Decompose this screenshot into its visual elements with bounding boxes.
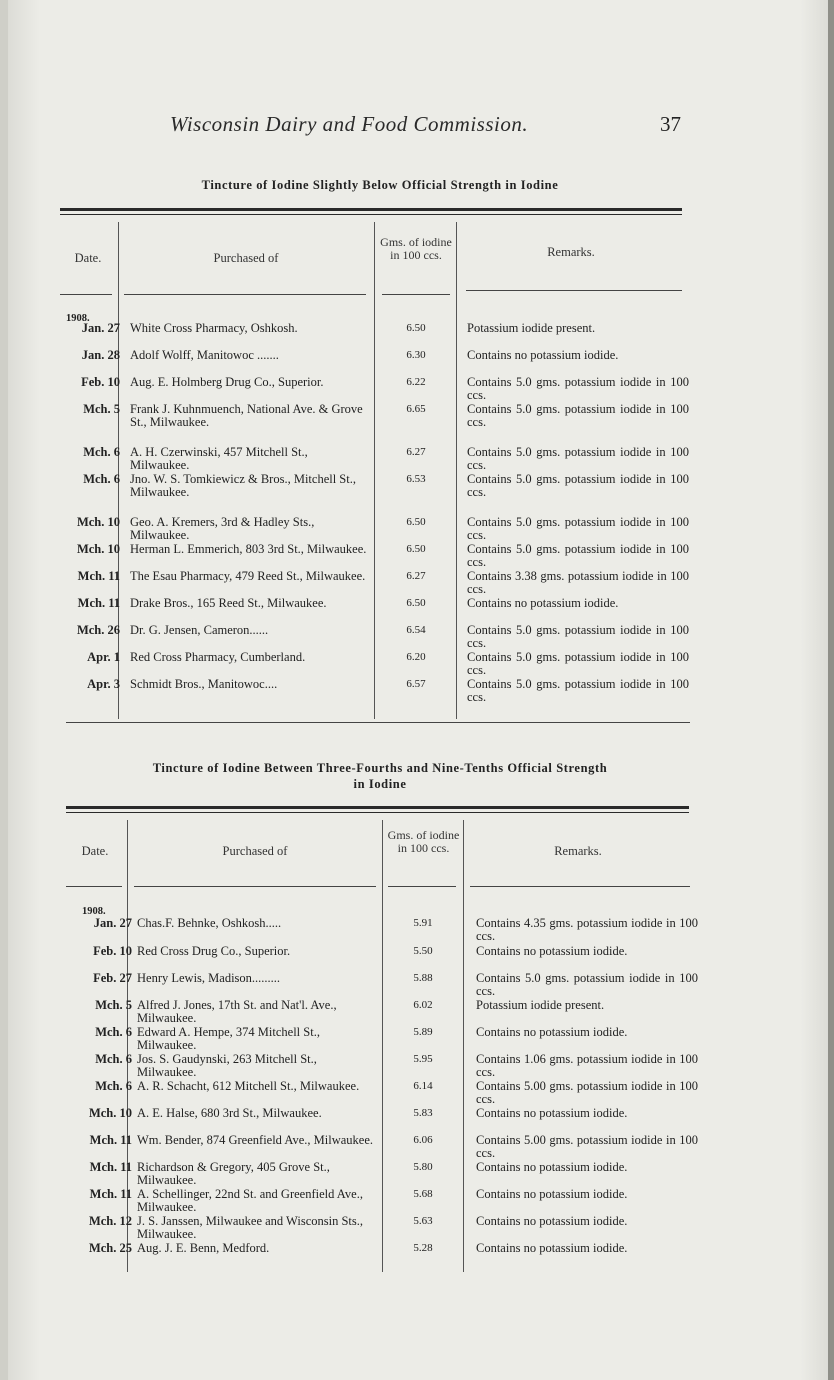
table1-header-date: Date. bbox=[74, 251, 102, 265]
row-purchased-of: Jno. W. S. Tomkiewicz & Bros., Mitchell St., Milwaukee. bbox=[130, 472, 356, 499]
row-purchased-of: Chas.F. Behnke, Oshkosh..... bbox=[137, 916, 282, 930]
table1-bottom-rule bbox=[66, 722, 690, 723]
row-remarks: Contains no potassium iodide. bbox=[476, 1160, 628, 1174]
row-remarks: Contains no potassium iodide. bbox=[476, 1025, 628, 1039]
row-remarks: Potassium iodide present. bbox=[476, 998, 605, 1012]
row-remarks: Contains 5.0 gms. potassium iodide in 100 ccs. bbox=[467, 402, 689, 429]
table2-col-divider bbox=[463, 820, 464, 1272]
table2-header-date: Date. bbox=[81, 844, 109, 858]
page-number: 37 bbox=[660, 112, 681, 136]
row-purchased-of: A. R. Schacht, 612 Mitchell St., Milwaukee. bbox=[137, 1079, 360, 1093]
row-purchased-of: Drake Bros., 165 Reed St., Milwaukee. bbox=[130, 596, 327, 610]
row-gms-iodine: 5.91 bbox=[413, 917, 433, 929]
row-date: Mch. 25 bbox=[88, 1241, 132, 1255]
row-remarks: Contains 5.0 gms. potassium iodide in 100 ccs. bbox=[467, 542, 689, 569]
page-right-edge bbox=[828, 0, 834, 1380]
row-remarks: Contains 5.00 gms. potassium iodide in 100 ccs. bbox=[476, 1133, 698, 1160]
row-date: Mch. 5 bbox=[95, 998, 132, 1012]
table1-header-gms: Gms. of iodine in 100 ccs. bbox=[380, 235, 452, 262]
row-gms-iodine: 6.50 bbox=[406, 516, 426, 528]
row-remarks: Contains 5.0 gms. potassium iodide in 100 ccs. bbox=[476, 971, 698, 998]
row-purchased-of: Herman L. Emmerich, 803 3rd St., Milwaukee. bbox=[130, 542, 367, 556]
row-date: Apr. 3 bbox=[87, 677, 120, 691]
row-gms-iodine: 5.50 bbox=[413, 945, 433, 957]
row-gms-iodine: 5.63 bbox=[413, 1215, 433, 1227]
row-gms-iodine: 6.14 bbox=[413, 1080, 433, 1092]
row-gms-iodine: 6.30 bbox=[406, 349, 426, 361]
row-purchased-of: Edward A. Hempe, 374 Mitchell St., Milwaukee. bbox=[137, 1025, 320, 1052]
table2-header-underline bbox=[470, 886, 690, 887]
table1-year: 1908. bbox=[66, 313, 90, 324]
row-remarks: Contains 5.0 gms. potassium iodide in 100 ccs. bbox=[467, 375, 689, 402]
row-remarks: Contains no potassium iodide. bbox=[476, 1106, 628, 1120]
row-date: Mch. 6 bbox=[83, 472, 120, 486]
row-date: Mch. 12 bbox=[88, 1214, 132, 1228]
row-purchased-of: A. H. Czerwinski, 457 Mitchell St., Milwaukee. bbox=[130, 445, 308, 472]
row-gms-iodine: 5.80 bbox=[413, 1161, 433, 1173]
row-date: Mch. 11 bbox=[77, 596, 120, 610]
table2-top-rule-thin bbox=[66, 812, 689, 813]
row-date: Feb. 10 bbox=[81, 375, 120, 389]
row-gms-iodine: 6.27 bbox=[406, 570, 426, 582]
row-date: Mch. 6 bbox=[95, 1052, 132, 1066]
row-purchased-of: Geo. A. Kremers, 3rd & Hadley Sts., Milwaukee. bbox=[130, 515, 315, 542]
row-date: Mch. 6 bbox=[95, 1079, 132, 1093]
table1-col-divider bbox=[118, 222, 119, 719]
table2-title bbox=[60, 760, 700, 792]
table2-top-rule bbox=[66, 806, 689, 809]
row-gms-iodine: 5.28 bbox=[413, 1242, 433, 1254]
table1-col-divider bbox=[374, 222, 375, 719]
row-purchased-of: A. E. Halse, 680 3rd St., Milwaukee. bbox=[137, 1106, 322, 1120]
row-date: Mch. 10 bbox=[88, 1106, 132, 1120]
row-gms-iodine: 6.50 bbox=[406, 322, 426, 334]
row-purchased-of: J. S. Janssen, Milwaukee and Wisconsin Sts., Milwaukee. bbox=[137, 1214, 363, 1241]
row-remarks: Contains no potassium iodide. bbox=[467, 348, 619, 362]
row-purchased-of: Dr. G. Jensen, Cameron...... bbox=[130, 623, 269, 637]
row-gms-iodine: 6.50 bbox=[406, 597, 426, 609]
row-date: Jan. 27 bbox=[93, 916, 132, 930]
row-date: Mch. 6 bbox=[95, 1025, 132, 1039]
row-date: Feb. 10 bbox=[93, 944, 132, 958]
row-gms-iodine: 6.50 bbox=[406, 543, 426, 555]
table2-header-underline bbox=[66, 886, 122, 887]
row-remarks: Contains no potassium iodide. bbox=[476, 1187, 628, 1201]
row-purchased-of: Frank J. Kuhnmuench, National Ave. & Grove St., Milwaukee. bbox=[130, 402, 363, 429]
row-gms-iodine: 6.57 bbox=[406, 678, 426, 690]
row-gms-iodine: 6.53 bbox=[406, 473, 426, 485]
row-date: Jan. 28 bbox=[81, 348, 120, 362]
row-date: Apr. 1 bbox=[87, 650, 120, 664]
row-gms-iodine: 6.54 bbox=[406, 624, 426, 636]
row-date: Mch. 26 bbox=[76, 623, 120, 637]
row-gms-iodine: 6.65 bbox=[406, 403, 426, 415]
row-remarks: Contains 1.06 gms. potassium iodide in 100 ccs. bbox=[476, 1052, 698, 1079]
table1-top-rule-thin bbox=[60, 214, 682, 215]
row-date: Mch. 11 bbox=[89, 1187, 132, 1201]
table1-header-remarks: Remarks. bbox=[547, 245, 595, 259]
row-purchased-of: A. Schellinger, 22nd St. and Greenfield Ave., Milwaukee. bbox=[137, 1187, 363, 1214]
table2-header-underline bbox=[134, 886, 376, 887]
table2-year: 1908. bbox=[82, 906, 106, 917]
table2-header-purchased: Purchased of bbox=[222, 844, 288, 858]
row-purchased-of: White Cross Pharmacy, Oshkosh. bbox=[130, 321, 298, 335]
table2-col-divider bbox=[127, 820, 128, 1272]
row-remarks: Contains no potassium iodide. bbox=[476, 1214, 628, 1228]
running-title: Wisconsin Dairy and Food Commission. bbox=[170, 112, 529, 136]
row-purchased-of: Adolf Wolff, Manitowoc ....... bbox=[130, 348, 279, 362]
row-purchased-of: Red Cross Drug Co., Superior. bbox=[137, 944, 291, 958]
row-purchased-of: Jos. S. Gaudynski, 263 Mitchell St., Milwaukee. bbox=[137, 1052, 317, 1079]
row-date: Mch. 11 bbox=[77, 569, 120, 583]
row-remarks: Contains 5.0 gms. potassium iodide in 100 ccs. bbox=[467, 445, 689, 472]
row-date: Mch. 11 bbox=[89, 1133, 132, 1147]
row-purchased-of: Aug. J. E. Benn, Medford. bbox=[137, 1241, 270, 1255]
row-date: Jan. 27 bbox=[81, 321, 120, 335]
row-remarks: Contains 5.0 gms. potassium iodide in 100 ccs. bbox=[467, 623, 689, 650]
row-remarks: Contains 5.0 gms. potassium iodide in 100 ccs. bbox=[467, 515, 689, 542]
row-purchased-of: Alfred J. Jones, 17th St. and Nat'l. Ave., Milwaukee. bbox=[137, 998, 337, 1025]
row-purchased-of: Richardson & Gregory, 405 Grove St., Milwaukee. bbox=[137, 1160, 330, 1187]
row-gms-iodine: 6.06 bbox=[413, 1134, 433, 1146]
row-remarks: Contains 5.0 gms. potassium iodide in 100 ccs. bbox=[467, 472, 689, 499]
table1-header-purchased: Purchased of bbox=[213, 251, 279, 265]
table2-col-divider bbox=[382, 820, 383, 1272]
table1-top-rule bbox=[60, 208, 682, 211]
row-remarks: Contains 5.0 gms. potassium iodide in 100 ccs. bbox=[467, 677, 689, 704]
row-remarks: Potassium iodide present. bbox=[467, 321, 596, 335]
row-remarks: Contains 3.38 gms. potassium iodide in 100 ccs. bbox=[467, 569, 689, 596]
table2-header-underline bbox=[388, 886, 456, 887]
row-gms-iodine: 6.22 bbox=[406, 376, 426, 388]
row-date: Mch. 11 bbox=[89, 1160, 132, 1174]
table1-header-underline bbox=[382, 294, 450, 295]
row-purchased-of: Schmidt Bros., Manitowoc.... bbox=[130, 677, 278, 691]
row-gms-iodine: 6.27 bbox=[406, 446, 426, 458]
row-remarks: Contains no potassium iodide. bbox=[467, 596, 619, 610]
row-date: Feb. 27 bbox=[93, 971, 132, 985]
page-left-edge bbox=[0, 0, 8, 1380]
row-purchased-of: Red Cross Pharmacy, Cumberland. bbox=[130, 650, 306, 664]
table1-header-underline bbox=[466, 290, 682, 291]
row-remarks: Contains 5.0 gms. potassium iodide in 100 ccs. bbox=[467, 650, 689, 677]
row-remarks: Contains no potassium iodide. bbox=[476, 944, 628, 958]
row-gms-iodine: 5.88 bbox=[413, 972, 433, 984]
table1-title: Tincture of Iodine Slightly Below Official Strength in Iodine bbox=[201, 178, 559, 192]
row-remarks: Contains 5.00 gms. potassium iodide in 100 ccs. bbox=[476, 1079, 698, 1106]
row-date: Mch. 5 bbox=[83, 402, 120, 416]
table2-title-line2: in Iodine bbox=[353, 777, 407, 791]
table1-header-underline bbox=[60, 294, 112, 295]
row-gms-iodine: 5.83 bbox=[413, 1107, 433, 1119]
row-purchased-of: Henry Lewis, Madison......... bbox=[137, 971, 281, 985]
row-gms-iodine: 5.68 bbox=[413, 1188, 433, 1200]
table2-title-line1: Tincture of Iodine Between Three-Fourths and Nine-Tenths Official Strength bbox=[152, 761, 608, 775]
table2-header-remarks: Remarks. bbox=[554, 844, 602, 858]
row-date: Mch. 10 bbox=[76, 515, 120, 529]
row-gms-iodine: 6.02 bbox=[413, 999, 433, 1011]
row-purchased-of: Aug. E. Holmberg Drug Co., Superior. bbox=[130, 375, 324, 389]
row-gms-iodine: 5.95 bbox=[413, 1053, 433, 1065]
table1-col-divider bbox=[456, 222, 457, 719]
row-purchased-of: The Esau Pharmacy, 479 Reed St., Milwaukee. bbox=[130, 569, 366, 583]
table1-header-underline bbox=[124, 294, 366, 295]
row-gms-iodine: 5.89 bbox=[413, 1026, 433, 1038]
row-date: Mch. 6 bbox=[83, 445, 120, 459]
row-purchased-of: Wm. Bender, 874 Greenfield Ave., Milwaukee. bbox=[137, 1133, 373, 1147]
row-date: Mch. 10 bbox=[76, 542, 120, 556]
row-remarks: Contains 4.35 gms. potassium iodide in 100 ccs. bbox=[476, 916, 698, 943]
row-gms-iodine: 6.20 bbox=[406, 651, 426, 663]
row-remarks: Contains no potassium iodide. bbox=[476, 1241, 628, 1255]
table2-header-gms: Gms. of iodine in 100 ccs. bbox=[387, 828, 460, 855]
